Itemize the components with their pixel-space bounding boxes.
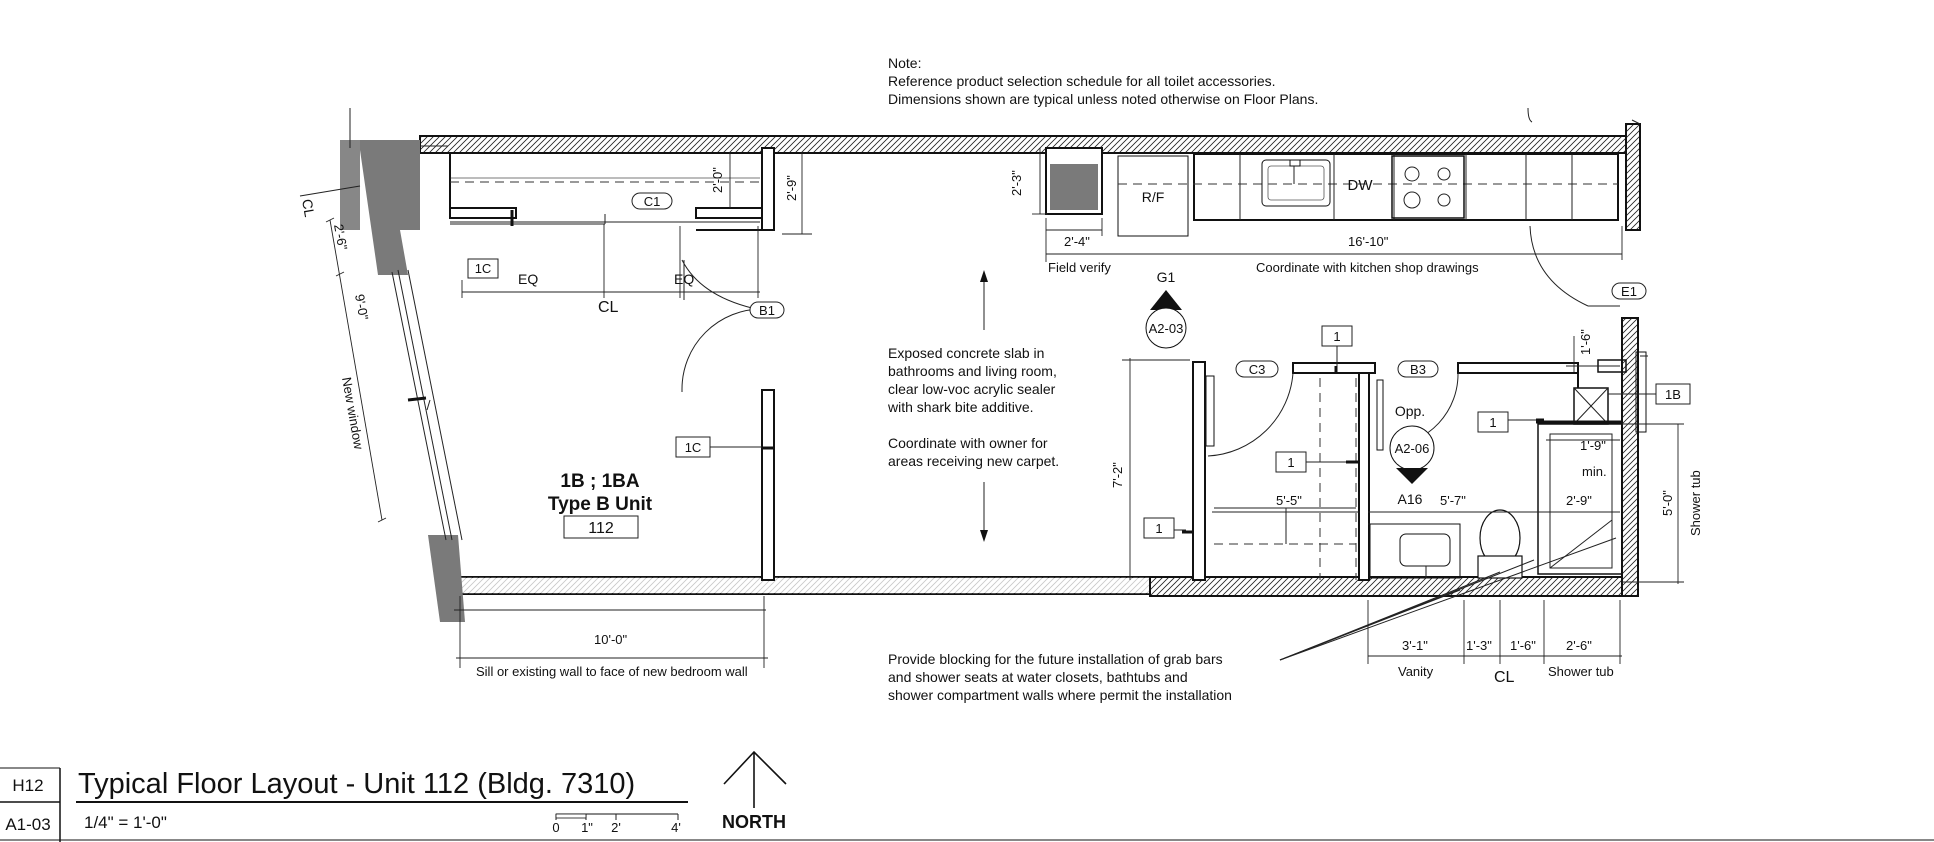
slab-note-4: with shark bite additive.: [888, 399, 1034, 415]
fridge-label: R/F: [1141, 189, 1165, 205]
unit-type: Type B Unit: [547, 494, 653, 515]
dim-2-9-closet: 2'-9": [784, 175, 799, 201]
blocking-note-3: shower compartment walls where permit the installation: [888, 687, 1232, 703]
min-label: min.: [1582, 464, 1607, 479]
marker-a16-title: A16: [1397, 491, 1423, 507]
tag-1b: 1B: [1665, 387, 1681, 402]
marker-a16-arrow: [1396, 468, 1428, 484]
sheet-id: H12: [12, 776, 44, 795]
marker-a16-ref: A2-06: [1394, 441, 1430, 456]
blocking-note-2: and shower seats at water closets, bathtubs and: [888, 669, 1188, 685]
marker-g1-arrow: [1150, 290, 1182, 310]
scale-bar-2: 2': [611, 820, 621, 835]
eq-label-1: EQ: [518, 271, 539, 287]
dim-9-0: 9'-0": [352, 292, 372, 322]
unit-number: 112: [588, 520, 614, 537]
drawing-title: Typical Floor Layout - Unit 112 (Bldg. 7310): [78, 768, 636, 800]
vanity-label: Vanity: [1398, 664, 1434, 679]
tag-1-right: 1: [1489, 415, 1497, 430]
tag-e1: E1: [1621, 284, 1637, 299]
shower-tub-vertical-label: Shower tub: [1688, 470, 1703, 536]
dim-3-1: 3'-1": [1402, 638, 1428, 653]
dim-5-7: 5'-7": [1440, 493, 1466, 508]
new-window-label: New window: [339, 375, 367, 451]
scale-bar-1: 1": [581, 820, 593, 835]
tag-c1: C1: [643, 194, 661, 209]
sill-label: Sill or existing wall to face of new bedroom wall: [476, 664, 748, 679]
tag-b3: B3: [1410, 362, 1426, 377]
eq-label-2: EQ: [674, 271, 695, 287]
shower-tub-label: Shower tub: [1548, 664, 1614, 679]
dim-2-9-tub: 2'-9": [1566, 493, 1592, 508]
dim-2-6-tub: 2'-6": [1566, 638, 1592, 653]
scale-bar-0: 0: [552, 820, 560, 835]
dim-5-0: 5'-0": [1660, 490, 1675, 516]
dim-5-5: 5'-5": [1276, 493, 1302, 508]
tag-b1: B1: [759, 303, 775, 318]
marker-opp-label: Opp.: [1394, 403, 1426, 419]
drawing-scale: 1/4" = 1'-0": [84, 813, 167, 832]
dim-2-4: 2'-4": [1064, 234, 1090, 249]
dim-1-3: 1'-3": [1466, 638, 1492, 653]
dim-2-0: 2'-0": [710, 167, 725, 193]
dim-1-9: 1'-9": [1580, 438, 1606, 453]
bedroom-walls: [450, 148, 774, 580]
blocking-note-1: Provide blocking for the future installation of grab bars: [888, 651, 1223, 667]
sheet-ref: A1-03: [5, 815, 51, 834]
marker-g1-title: G1: [1156, 269, 1176, 285]
centerline-wc: CL: [1494, 669, 1515, 686]
dim-1-6-tub: 1'-6": [1510, 638, 1536, 653]
dim-16-10: 16'-10": [1348, 234, 1389, 249]
dim-1-6-door: 1'-6": [1578, 329, 1593, 355]
centerline-closet: CL: [598, 299, 619, 316]
tag-c3: C3: [1248, 362, 1266, 377]
tag-1-mid: 1: [1287, 455, 1295, 470]
slab-note-6: areas receiving new carpet.: [888, 453, 1060, 469]
note-heading: Note:: [888, 55, 922, 71]
field-verify-label: Field verify: [1048, 260, 1111, 275]
dim-7-2: 7'-2": [1110, 462, 1125, 488]
coordinate-kitchen-label: Coordinate with kitchen shop drawings: [1256, 260, 1479, 275]
note-line-2: Dimensions shown are typical unless noted otherwise on Floor Plans.: [888, 91, 1319, 107]
tag-1c-closet: 1C: [474, 261, 492, 276]
kitchen-counter: [1046, 148, 1620, 306]
north-label: NORTH: [722, 812, 786, 832]
dim-2-3: 2'-3": [1009, 170, 1024, 196]
slab-note-5: Coordinate with owner for: [888, 435, 1048, 451]
unit-name: 1B ; 1BA: [560, 471, 640, 492]
north-arrow-icon: [724, 752, 786, 808]
slab-note-3: clear low-voc acrylic sealer: [888, 381, 1056, 397]
centerline-window: CL: [299, 197, 318, 219]
marker-g1-ref: A2-03: [1148, 321, 1184, 336]
tag-1-left: 1: [1155, 521, 1163, 536]
slab-note-1: Exposed concrete slab in: [888, 345, 1045, 361]
tag-1-top: 1: [1333, 329, 1341, 344]
scale-bar-4: 4': [671, 820, 681, 835]
note-line-1: Reference product selection schedule for all toilet accessories.: [888, 73, 1276, 89]
dishwasher-label: DW: [1347, 177, 1373, 194]
window-pier: [340, 108, 465, 622]
dim-10-0: 10'-0": [594, 632, 628, 647]
slab-note-2: bathrooms and living room,: [888, 363, 1057, 379]
dim-2-6-window: 2'-6": [331, 222, 351, 252]
tag-1c-wall: 1C: [684, 440, 702, 455]
